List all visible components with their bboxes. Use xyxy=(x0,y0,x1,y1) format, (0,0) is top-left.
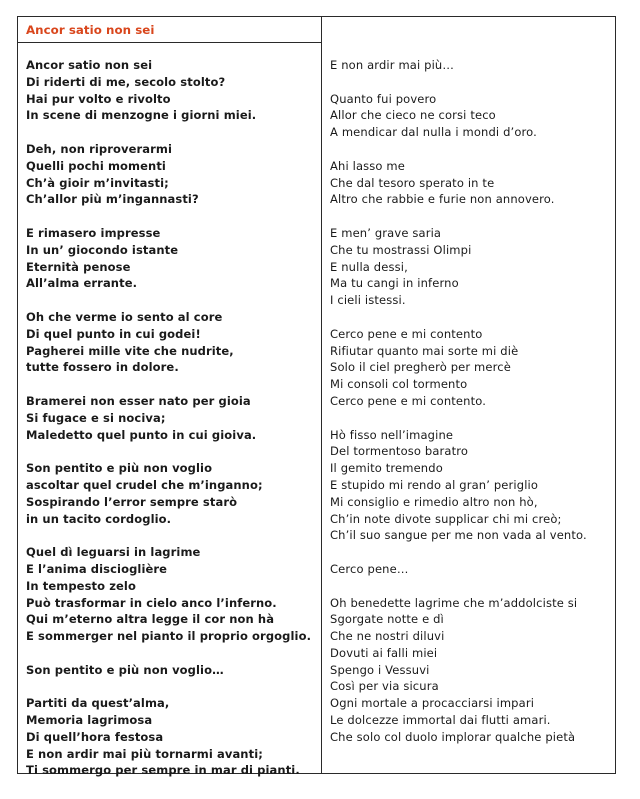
verse-line: Che solo col duolo implorar qualche pietà xyxy=(330,729,576,744)
verse-line: Ch’il suo sangue per me non vada al vento. xyxy=(330,528,587,543)
stanza-break xyxy=(26,376,316,393)
verse-line: Oh benedette lagrime che m’addolciste si xyxy=(330,595,578,610)
verse-line: Può trasformar in cielo anco l’inferno. xyxy=(26,595,277,610)
verse-line: Bramerei non esser nato per gioia xyxy=(26,393,251,408)
verse-line: Partiti da quest’alma, xyxy=(26,696,170,711)
verse-line: Così per via sicura xyxy=(330,679,439,694)
verse-line: Ti sommergo per sempre in mar di pianti. xyxy=(26,763,300,778)
verse-line: Sospirando l’error sempre starò xyxy=(26,494,238,509)
verse-line: E non ardir mai più… xyxy=(330,58,455,72)
verse-line: Dovuti ai falli miei xyxy=(330,645,438,660)
verse-line: E sommerger nel pianto il proprio orgoglio. xyxy=(26,629,312,644)
verse-line: I cieli istessi. xyxy=(330,293,406,308)
verse-line: Ogni mortale a procacciarsi impari xyxy=(330,696,535,711)
verse-line: Ma tu cangi in inferno xyxy=(330,276,459,291)
verse-line: Qui m’eterno altra legge il cor non hà xyxy=(26,612,275,627)
verse-line: Memoria lagrimosa xyxy=(26,713,153,728)
verse-line: Allor che cieco ne corsi teco xyxy=(330,108,496,123)
verse-line: In scene di menzogne i giorni miei. xyxy=(26,108,257,123)
stanza-break xyxy=(330,74,612,91)
left-column xyxy=(26,57,316,779)
verse-line: Di quel punto in cui godei! xyxy=(26,326,201,341)
verse-line: Quanto fui povero xyxy=(330,91,437,106)
verse-line: Del tormentoso baratro xyxy=(330,444,469,459)
title-cell xyxy=(18,17,322,43)
verse-line: Di quell’hora festosa xyxy=(26,729,164,744)
verse-line: Cerco pene… xyxy=(330,561,409,576)
verse-line: Altro che rabbie e furie non annovero. xyxy=(330,192,555,207)
verse-line: Ch’allor più m’ingannasti? xyxy=(26,192,199,207)
verse-line: Mi consoli col tormento xyxy=(330,377,468,392)
poem-table xyxy=(17,16,616,778)
poem-title: Ancor satio non sei xyxy=(26,23,155,37)
verse-line: Solo il ciel pregherò per mercè xyxy=(330,360,511,375)
stanza-break xyxy=(26,443,316,460)
column-divider xyxy=(321,17,322,773)
verse-line: tutte fossero in dolore. xyxy=(26,360,179,375)
verse-line: Spengo i Vessuvi xyxy=(330,662,430,677)
stanza-break xyxy=(330,309,612,326)
verse-line: A mendicar dal nulla i mondi d’oro. xyxy=(330,125,537,140)
verse-line: Cerco pene e mi contento xyxy=(330,326,483,341)
verse-line: All’alma errante. xyxy=(26,276,138,291)
verse-line: E l’anima discioglière xyxy=(26,561,168,576)
verse-line: In un’ giocondo istante xyxy=(26,242,179,257)
stanza-break xyxy=(26,124,316,141)
verse-line: Che dal tesoro sperato in te xyxy=(330,175,495,190)
stanza-break xyxy=(330,141,612,158)
verse-line: Il gemito tremendo xyxy=(330,461,443,476)
verse-line: Maledetto quel punto in cui gioiva. xyxy=(26,427,257,442)
verse-line: E men’ grave saria xyxy=(330,225,442,240)
verse-line: Son pentito e più non voglio xyxy=(26,461,213,476)
verse-line: Ahi lasso me xyxy=(330,158,406,173)
verse-line: Ancor satio non sei xyxy=(26,58,153,72)
verse-line: Hai pur volto e rivolto xyxy=(26,91,171,106)
verse-line: in un tacito cordoglio. xyxy=(26,511,172,526)
stanza-break xyxy=(26,645,316,662)
right-column xyxy=(330,57,612,746)
verse-line: E nulla dessi, xyxy=(330,259,408,274)
stanza-break xyxy=(26,678,316,695)
verse-line: Le dolcezze immortal dai flutti amari. xyxy=(330,713,551,728)
stanza-break xyxy=(330,578,612,595)
verse-line: ascoltar quel crudel che m’inganno; xyxy=(26,477,263,492)
stanza-break xyxy=(330,208,612,225)
verse-line: Pagherei mille vite che nudrite, xyxy=(26,343,234,358)
verse-line: Che tu mostrassi Olimpi xyxy=(330,242,472,257)
verse-line: Son pentito e più non voglio… xyxy=(26,662,224,677)
verse-line: Ch’in note divote supplicar chi mi creò; xyxy=(330,511,562,526)
stanza-break xyxy=(330,544,612,561)
verse-line: E stupido mi rendo al gran’ periglio xyxy=(330,477,539,492)
verse-line: Eternità penose xyxy=(26,259,131,274)
verse-line: Hò fisso nell’imagine xyxy=(330,427,454,442)
verse-line: Sgorgate notte e dì xyxy=(330,612,444,627)
verse-line: Che ne nostri diluvi xyxy=(330,629,445,644)
verse-line: Mi consiglio e rimedio altro non hò, xyxy=(330,494,538,509)
verse-line: Cerco pene e mi contento. xyxy=(330,393,487,408)
verse-line: E non ardir mai più tornarmi avanti; xyxy=(26,746,263,761)
verse-line: Oh che verme io sento al core xyxy=(26,309,223,324)
verse-line: Quel dì leguarsi in lagrime xyxy=(26,545,201,560)
verse-line: Quelli pochi momenti xyxy=(26,158,166,173)
verse-line: Deh, non riproverarmi xyxy=(26,141,173,156)
stanza-break xyxy=(26,292,316,309)
verse-line: Di riderti di me, secolo stolto? xyxy=(26,74,226,89)
verse-line: Ch’à gioir m’invitasti; xyxy=(26,175,169,190)
stanza-break xyxy=(26,527,316,544)
verse-line: E rimasero impresse xyxy=(26,225,161,240)
verse-line: Si fugace e si nociva; xyxy=(26,410,166,425)
verse-line: In tempesto zelo xyxy=(26,578,136,593)
verse-line: Rifiutar quanto mai sorte mi diè xyxy=(330,343,519,358)
stanza-break xyxy=(330,410,612,427)
stanza-break xyxy=(26,208,316,225)
